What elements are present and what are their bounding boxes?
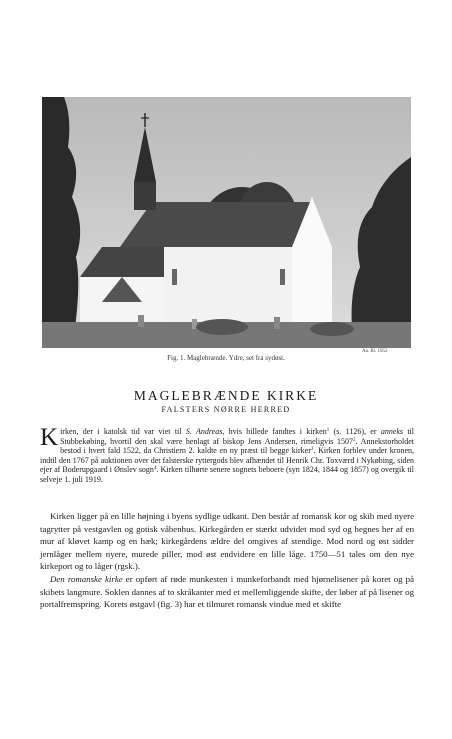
intro-text: (s. 1126), er — [329, 427, 381, 436]
intro-text: irken, der i katolsk tid var viet til — [60, 427, 186, 436]
footnote-ref: 3 — [310, 447, 314, 453]
intro-paragraph — [40, 424, 415, 485]
drop-cap: K — [40, 424, 59, 451]
church-photograph — [42, 97, 411, 348]
photo-credit: Aa. Rl. 1952 — [362, 349, 388, 354]
page-subtitle: FALSTERS NØRRE HERRED — [161, 405, 291, 414]
intro-text: . Annekstorholdet bestod i hvert fald 1522, da Christiern 2. kaldte en ny præst til begge kirker — [60, 436, 415, 456]
intro-saint: S. Andreas — [185, 427, 223, 436]
body-paragraph — [40, 573, 414, 611]
body-text-run: er opført af røde munkesten i munkeforbandt med hjørnelisener på koret og på skibets langmure. Soklen dannes af to skråkanter med et mellemliggende skifte, der løber af på lisener og portalfremspring. Korets østgavl (fig. 3) har et tilmuret romansk vindue med et skifte — [40, 573, 415, 610]
intro-text: . Kirken tilhørte senere sognets beboere (syn 1824, 1844 og 1857) og overgik til selveje 1. juli 1919. — [40, 465, 414, 484]
figure-caption: Fig. 1. Maglebrænde. Ydre, set fra sydøst. — [167, 354, 285, 362]
page-title: MAGLEBRÆNDE KIRKE — [133, 388, 319, 403]
footnote-ref: 2 — [353, 437, 356, 443]
footnote-ref: 1 — [326, 428, 330, 433]
intro-text: . Kirken forblev under kronen, indtil den 1767 på auktionen over det falsterske ryttergods blev afhændet til Henrik Chr. Toxværd i Nykøbing, siden ejer af Boderupgaard i Ønslev sogn — [40, 446, 414, 475]
body-text — [40, 510, 414, 611]
intro-text: til Stubbekøbing, hvortil den skal være henlagt af biskop Jens Andersen, rimeligvis 1507 — [60, 427, 415, 446]
intro-anneks: anneks — [380, 427, 404, 436]
section-heading-inline: Den romanske kirke — [50, 573, 123, 584]
body-paragraph: Kirken ligger på en lille højning i byens sydlige udkant. Den består af romansk kor og skib med nyere tagrytter på vestgavlen og gotisk våbenhus. Kirkegården er stærkt udvidet mod syd og hegnes her af en mur af kløvet kamp og en hæk; kirkegårdens ældre del omgives af stendige. Mod nord og øst sidder jernlåger mellem nyere, murede piller, mod øst endvidere en lille låge. 1750—51 tales om den nye kirkeport og to låger (rgsk.). — [40, 511, 414, 572]
intro-text: , hvis billede fandtes i kirken — [222, 427, 327, 436]
footnote-ref: 4 — [153, 466, 157, 472]
